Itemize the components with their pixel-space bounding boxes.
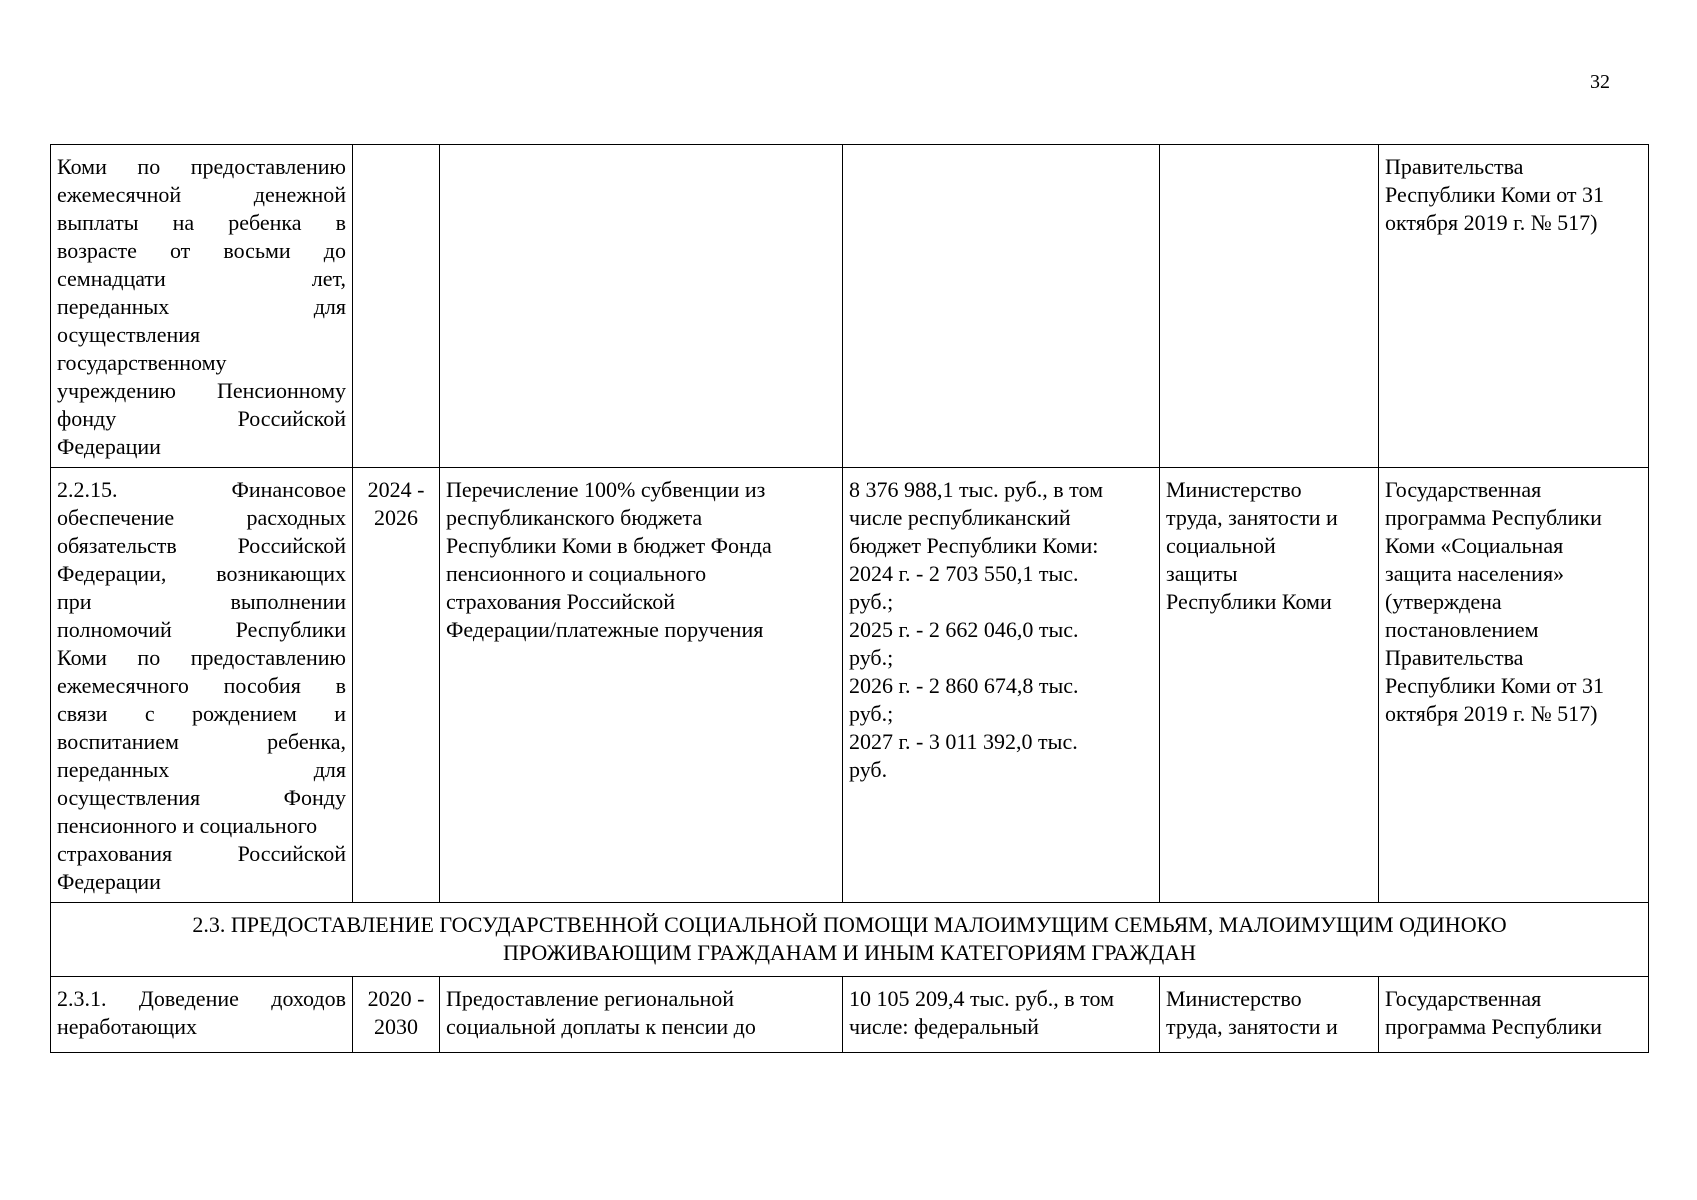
- cell-text-line: полномочий Республики: [57, 617, 346, 642]
- cell-text-line: осуществления Фонду: [57, 785, 346, 810]
- cell-text-line: Государственная: [1385, 986, 1542, 1011]
- cell-text-line: 2.3.1. Доведение доходов: [57, 986, 346, 1011]
- cell-text-line: 2024 -: [367, 477, 425, 502]
- cell-text-line: Правительства: [1385, 154, 1524, 179]
- executor-cell: [1160, 977, 1379, 1053]
- cell-text-line: Коми «Социальная: [1385, 533, 1564, 558]
- cell-text-line: учреждению Пенсионному: [57, 378, 346, 403]
- cell-text-line: труда, занятости и: [1166, 505, 1338, 530]
- cell-text-line: государственному: [57, 350, 227, 375]
- cell-text-line: страхования Российской: [446, 589, 676, 614]
- cell-text-line: социальной доплаты к пенсии до: [446, 1014, 756, 1039]
- mechanism-cell: [440, 977, 843, 1053]
- cell-text-line: пенсионного и социального: [446, 561, 707, 586]
- table-row: [51, 977, 1649, 1053]
- cell-text-line: октября 2019 г. № 517): [1385, 701, 1598, 726]
- cell-text-line: 2030: [374, 1014, 418, 1039]
- page-number: 32: [1590, 71, 1610, 93]
- cell-text-line: Республики Коми в бюджет Фонда: [446, 533, 772, 558]
- executor-cell: [1160, 468, 1379, 903]
- cell-text-line: Коми по предоставлению: [57, 645, 346, 670]
- period-cell: [353, 145, 440, 468]
- measure-name-cell: [51, 977, 353, 1053]
- cell-text-line: Федерации: [57, 434, 161, 459]
- section-heading-row: [51, 903, 1649, 977]
- cell-text-line: неработающих: [57, 1014, 198, 1039]
- cell-text-line: связи с рождением и: [57, 701, 346, 726]
- cell-text-line: выплаты на ребенка в: [57, 210, 346, 235]
- period-cell: [353, 977, 440, 1053]
- cell-text-line: руб.;: [849, 701, 894, 726]
- section-heading: [51, 903, 1649, 977]
- cell-text-line: фонду Российской: [57, 406, 346, 431]
- section-heading-line: 2.3. ПРЕДОСТАВЛЕНИЕ ГОСУДАРСТВЕННОЙ СОЦИАЛЬНОЙ ПОМОЩИ МАЛОИМУЩИМ СЕМЬЯМ, МАЛОИМУЩИМ ОДИНОКО: [192, 912, 1507, 937]
- cell-text-line: руб.;: [849, 589, 894, 614]
- cell-text-line: 8 376 988,1 тыс. руб., в том: [849, 477, 1103, 502]
- cell-text-line: 2026: [374, 505, 418, 530]
- cell-text-line: осуществления: [57, 322, 201, 347]
- cell-text-line: (утверждена: [1385, 589, 1502, 614]
- section-heading-line: ПРОЖИВАЮЩИМ ГРАЖДАНАМ И ИНЫМ КАТЕГОРИЯМ ГРАЖДАН: [502, 940, 1197, 965]
- cell-text-line: ежемесячного пособия в: [57, 673, 346, 698]
- cell-text-line: переданных для: [57, 757, 346, 782]
- cell-text-line: пенсионного и социального: [57, 813, 318, 838]
- cell-text-line: Предоставление региональной: [446, 986, 735, 1011]
- measure-name-cell: [51, 468, 353, 903]
- cell-text-line: 2025 г. - 2 662 046,0 тыс.: [849, 617, 1079, 642]
- cell-text-line: бюджет Республики Коми:: [849, 533, 1099, 558]
- cell-text-line: постановлением: [1385, 617, 1539, 642]
- mechanism-cell: [440, 145, 843, 468]
- funding-cell: [843, 145, 1160, 468]
- program-cell: [1379, 468, 1649, 903]
- funding-cell: [843, 977, 1160, 1053]
- cell-text-line: 2026 г. - 2 860 674,8 тыс.: [849, 673, 1079, 698]
- cell-text-line: Республики Коми: [1166, 589, 1332, 614]
- cell-text-line: числе республиканский: [849, 505, 1071, 530]
- cell-text-line: руб.: [849, 757, 888, 782]
- cell-text-line: программа Республики: [1385, 505, 1602, 530]
- cell-text-line: защита населения»: [1385, 561, 1565, 586]
- cell-text-line: числе: федеральный: [849, 1014, 1039, 1039]
- cell-text-line: 2.2.15. Финансовое: [57, 477, 346, 502]
- cell-text-line: семнадцати лет,: [57, 266, 346, 291]
- table-body: [51, 145, 1649, 1053]
- cell-text-line: труда, занятости и: [1166, 1014, 1338, 1039]
- cell-text-line: Республики Коми от 31: [1385, 673, 1605, 698]
- cell-text-line: республиканского бюджета: [446, 505, 703, 530]
- cell-text-line: защиты: [1166, 561, 1238, 586]
- cell-text-line: обязательств Российской: [57, 533, 346, 558]
- mechanism-cell: [440, 468, 843, 903]
- cell-text-line: Министерство: [1166, 986, 1302, 1011]
- cell-text-line: руб.;: [849, 645, 894, 670]
- cell-text-line: 10 105 209,4 тыс. руб., в том: [849, 986, 1114, 1011]
- cell-text-line: возрасте от восьми до: [57, 238, 346, 263]
- cell-text-line: Министерство: [1166, 477, 1302, 502]
- table-row: [51, 468, 1649, 903]
- cell-text-line: воспитанием ребенка,: [57, 729, 346, 754]
- funding-cell: [843, 468, 1160, 903]
- cell-text-line: Федерации: [57, 869, 161, 894]
- cell-text-line: Федерации, возникающих: [57, 561, 346, 586]
- cell-text-line: Правительства: [1385, 645, 1524, 670]
- table-row: [51, 145, 1649, 468]
- cell-text-line: Государственная: [1385, 477, 1542, 502]
- program-cell: [1379, 977, 1649, 1053]
- measure-name-cell: [51, 145, 353, 468]
- cell-text-line: переданных для: [57, 294, 346, 319]
- cell-text-line: Коми по предоставлению: [57, 154, 346, 179]
- cell-text-line: страхования Российской: [57, 841, 346, 866]
- cell-text-line: октября 2019 г. № 517): [1385, 210, 1598, 235]
- executor-cell: [1160, 145, 1379, 468]
- cell-text-line: Федерации/платежные поручения: [446, 617, 764, 642]
- cell-text-line: Перечисление 100% субвенции из: [446, 477, 766, 502]
- program-cell: [1379, 145, 1649, 468]
- period-cell: [353, 468, 440, 903]
- cell-text-line: программа Республики: [1385, 1014, 1602, 1039]
- cell-text-line: 2027 г. - 3 011 392,0 тыс.: [849, 729, 1078, 754]
- cell-text-line: 2020 -: [367, 986, 425, 1011]
- measures-table: [50, 144, 1649, 1053]
- cell-text-line: социальной: [1166, 533, 1276, 558]
- cell-text-line: Республики Коми от 31: [1385, 182, 1605, 207]
- cell-text-line: 2024 г. - 2 703 550,1 тыс.: [849, 561, 1079, 586]
- cell-text-line: ежемесячной денежной: [57, 182, 346, 207]
- cell-text-line: при выполнении: [57, 589, 346, 614]
- cell-text-line: обеспечение расходных: [57, 505, 346, 530]
